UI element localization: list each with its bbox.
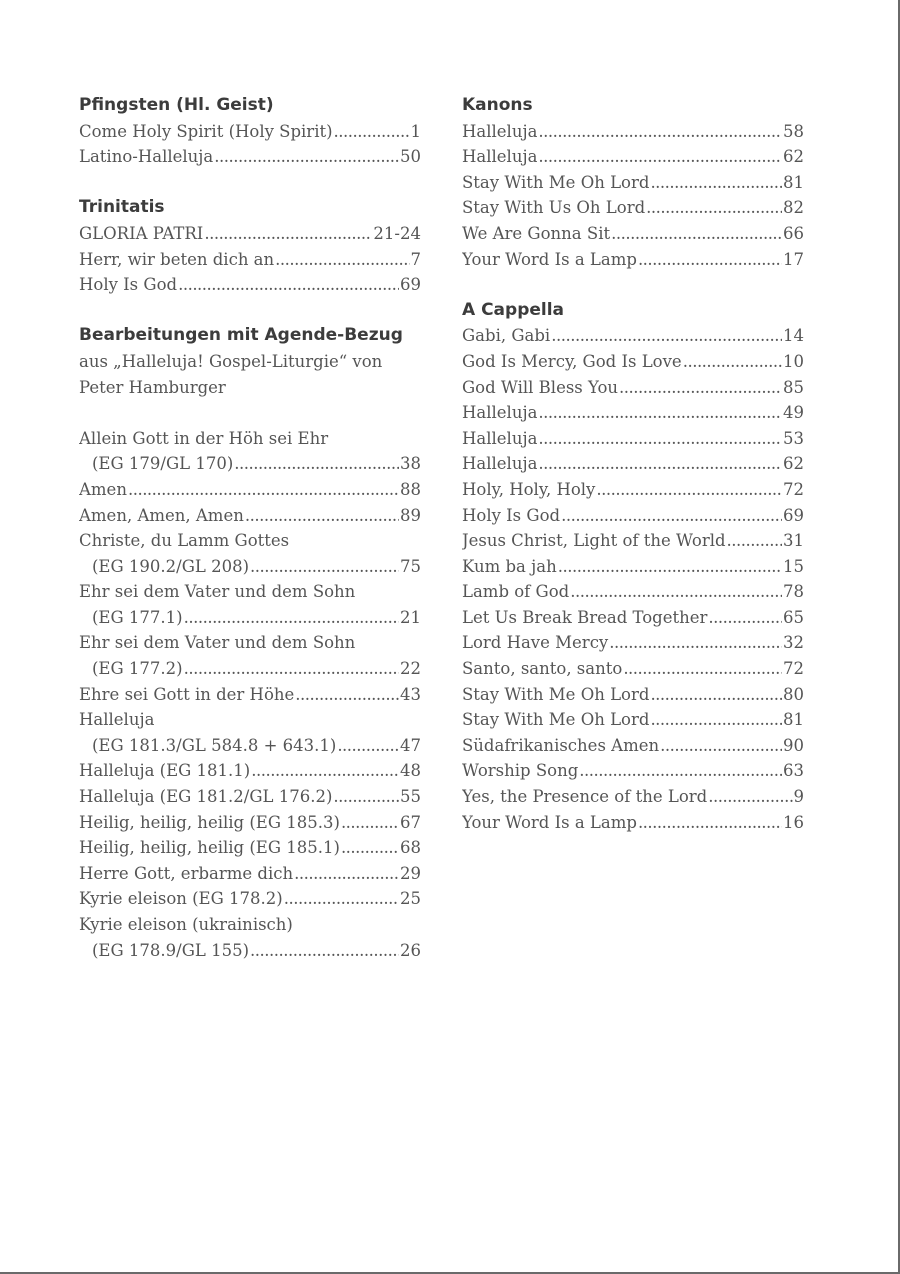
entry-title: Stay With Me Oh Lord xyxy=(462,172,650,192)
section-pfingsten xyxy=(79,93,421,170)
toc-entry xyxy=(79,119,421,145)
dot-leader xyxy=(178,272,399,298)
entry-title: Amen xyxy=(79,479,127,499)
toc-entry xyxy=(462,323,804,349)
entry-title: Amen, Amen, Amen xyxy=(79,505,244,525)
entry-title: Südafrikanisches Amen xyxy=(462,735,660,755)
toc-entry xyxy=(462,477,804,503)
dot-leader xyxy=(650,170,782,196)
page-number: 29 xyxy=(400,863,421,883)
page-number: 47 xyxy=(400,735,421,755)
dot-leader xyxy=(295,682,399,708)
page-number: 17 xyxy=(783,249,804,269)
entry-title: (EG 181.3/GL 584.8 + 643.1) xyxy=(92,735,337,755)
section-heading: Trinitatis xyxy=(79,197,165,218)
dot-leader xyxy=(650,707,782,733)
entry-title: Halleluja xyxy=(462,121,538,141)
toc-entry xyxy=(79,451,421,477)
dot-leader xyxy=(558,554,782,580)
entry-title: God Will Bless You xyxy=(462,377,619,397)
toc-entry xyxy=(462,758,804,784)
page-number: 81 xyxy=(783,172,804,192)
dot-leader xyxy=(579,758,782,784)
entry-title: Herre Gott, erbarme dich xyxy=(79,863,294,883)
entry-title-line: Halleluja xyxy=(79,710,155,730)
entry-title: (EG 177.1) xyxy=(92,607,183,627)
page-number: 15 xyxy=(783,556,804,576)
dot-leader xyxy=(538,119,782,145)
toc-entry xyxy=(462,400,804,426)
page-number: 72 xyxy=(783,479,804,499)
entry-title: Herr, wir beten dich an xyxy=(79,249,275,269)
toc-entry xyxy=(462,375,804,401)
dot-leader xyxy=(204,221,372,247)
dot-leader xyxy=(128,477,399,503)
toc-entry xyxy=(462,119,804,145)
page-number: 72 xyxy=(783,659,804,679)
page-number: 90 xyxy=(783,735,804,755)
toc-entry xyxy=(462,144,804,170)
toc-entry xyxy=(79,886,421,912)
page-number: 38 xyxy=(400,454,421,474)
page-number: 63 xyxy=(783,761,804,781)
page-number: 85 xyxy=(783,377,804,397)
toc-entry xyxy=(79,861,421,887)
page-number: 1 xyxy=(410,121,421,141)
toc-entry xyxy=(462,426,804,452)
page-number: 80 xyxy=(783,684,804,704)
dot-leader xyxy=(245,503,399,529)
dot-leader xyxy=(538,144,782,170)
page-number: 62 xyxy=(783,454,804,474)
toc-entry xyxy=(79,272,421,298)
dot-leader xyxy=(538,426,782,452)
entry-title: (EG 177.2) xyxy=(92,659,183,679)
page-number: 66 xyxy=(783,223,804,243)
entry-title: Latino-Halleluja xyxy=(79,147,214,167)
toc-entry xyxy=(462,528,804,554)
dot-leader xyxy=(596,477,782,503)
toc-entry xyxy=(79,733,421,759)
dot-leader xyxy=(623,656,782,682)
dot-leader xyxy=(646,195,782,221)
entry-title: Lord Have Mercy xyxy=(462,633,609,653)
dot-leader xyxy=(619,375,782,401)
entry-title: Come Holy Spirit (Holy Spirit) xyxy=(79,121,333,141)
entry-title: We Are Gonna Sit xyxy=(462,223,611,243)
left-column xyxy=(79,93,421,989)
page-number: 65 xyxy=(783,607,804,627)
section-heading: Kanons xyxy=(462,95,533,115)
section-heading: A Cappella xyxy=(462,299,565,320)
dot-leader xyxy=(184,605,399,631)
dot-leader xyxy=(184,656,399,682)
page-number: 7 xyxy=(410,249,421,269)
entry-title: Lamb of God xyxy=(462,582,570,602)
dot-leader xyxy=(234,451,399,477)
page-number: 50 xyxy=(400,147,421,167)
page-number: 43 xyxy=(400,684,421,704)
entry-title: Yes, the Presence of the Lord xyxy=(462,787,708,807)
page-number: 67 xyxy=(400,812,421,832)
toc-entry xyxy=(462,579,804,605)
page-number: 21-24 xyxy=(373,223,421,243)
entry-title: Santo, santo, santo xyxy=(462,659,623,679)
dot-leader xyxy=(561,503,782,529)
entry-title: Halleluja (EG 181.2/GL 176.2) xyxy=(79,787,333,807)
dot-leader xyxy=(708,784,792,810)
dot-leader xyxy=(551,323,782,349)
entry-title: Jesus Christ, Light of the World xyxy=(462,531,726,551)
dot-leader xyxy=(727,528,782,554)
entry-title: Halleluja xyxy=(462,147,538,167)
entry-title: GLORIA PATRI xyxy=(79,223,204,243)
entry-title-line: Kyrie eleison (ukrainisch) xyxy=(79,915,293,934)
page-number: 75 xyxy=(400,556,421,576)
dot-leader xyxy=(708,605,782,631)
dot-leader xyxy=(638,810,782,836)
toc-entry xyxy=(79,503,421,529)
section-intro: aus „Halleluja! Gospel-Liturgie“ von xyxy=(79,351,383,371)
page-number: 21 xyxy=(400,607,421,627)
toc-entry xyxy=(79,247,421,273)
toc-entry xyxy=(462,195,804,221)
toc-entry xyxy=(462,682,804,708)
entry-title: Gabi, Gabi xyxy=(462,326,551,346)
dot-leader xyxy=(660,733,782,759)
dot-leader xyxy=(250,938,399,964)
dot-leader xyxy=(334,119,410,145)
toc-entry xyxy=(79,554,421,580)
toc-entry xyxy=(79,758,421,784)
toc-entry xyxy=(462,349,804,375)
dot-leader xyxy=(294,861,399,887)
entry-title: Holy, Holy, Holy xyxy=(462,479,596,499)
right-column xyxy=(462,93,804,861)
toc-entry xyxy=(462,707,804,733)
page-number: 9 xyxy=(793,787,804,807)
page-number: 62 xyxy=(783,147,804,167)
entry-title: Halleluja xyxy=(462,403,538,423)
page-number: 82 xyxy=(783,198,804,218)
entry-title-line: Ehr sei dem Vater und dem Sohn xyxy=(79,582,356,602)
dot-leader xyxy=(337,733,399,759)
section-intro: Peter Hamburger xyxy=(79,377,226,397)
section-agende xyxy=(79,323,421,963)
entry-title: Worship Song xyxy=(462,761,579,781)
entry-title: Stay With Me Oh Lord xyxy=(462,684,650,704)
entry-title: Stay With Us Oh Lord xyxy=(462,198,646,218)
toc-entry xyxy=(462,733,804,759)
page-number: 89 xyxy=(400,505,421,525)
toc-entry xyxy=(462,810,804,836)
entry-title: Stay With Me Oh Lord xyxy=(462,710,650,730)
dot-leader xyxy=(638,247,782,273)
page-number: 68 xyxy=(400,838,421,858)
dot-leader xyxy=(683,349,782,375)
spacer xyxy=(79,400,421,426)
toc-entry xyxy=(462,451,804,477)
entry-title: Let Us Break Bread Together xyxy=(462,607,708,627)
page-number: 55 xyxy=(400,787,421,807)
toc-entry xyxy=(462,221,804,247)
page-number: 49 xyxy=(783,403,804,423)
dot-leader xyxy=(284,886,399,912)
page-number: 53 xyxy=(783,428,804,448)
entry-title: Your Word Is a Lamp xyxy=(462,812,637,832)
dot-leader xyxy=(250,554,399,580)
toc-entry xyxy=(79,784,421,810)
dot-leader xyxy=(214,144,399,170)
toc-entry xyxy=(462,503,804,529)
entry-title: Kum ba jah xyxy=(462,556,557,576)
page-number: 78 xyxy=(783,582,804,602)
toc-entry xyxy=(462,605,804,631)
page-number: 14 xyxy=(783,326,804,346)
page-number: 10 xyxy=(783,351,804,371)
page-number: 88 xyxy=(400,479,421,499)
dot-leader xyxy=(538,400,782,426)
page-number: 58 xyxy=(783,121,804,141)
toc-entry xyxy=(462,784,804,810)
toc-entry xyxy=(79,938,421,964)
section-a-cappella xyxy=(462,298,804,835)
entry-title: God Is Mercy, God Is Love xyxy=(462,351,682,371)
entry-title: Halleluja xyxy=(462,454,538,474)
page-number: 16 xyxy=(783,812,804,832)
entry-title-line: Ehr sei dem Vater und dem Sohn xyxy=(79,633,356,653)
toc-entry xyxy=(462,630,804,656)
entry-title-line: Allein Gott in der Höh sei Ehr xyxy=(79,428,329,448)
dot-leader xyxy=(609,630,782,656)
entry-title: (EG 178.9/GL 155) xyxy=(92,940,250,960)
dot-leader xyxy=(333,784,399,810)
section-trinitatis xyxy=(79,195,421,297)
toc-entry xyxy=(79,656,421,682)
dot-leader xyxy=(341,835,399,861)
entry-title: Ehre sei Gott in der Höhe xyxy=(79,684,295,704)
section-kanons xyxy=(462,93,804,272)
entry-title: Holy Is God xyxy=(462,505,561,525)
page-number: 69 xyxy=(400,275,421,295)
toc-entry xyxy=(462,656,804,682)
page-number: 81 xyxy=(783,710,804,730)
toc-entry xyxy=(462,170,804,196)
entry-title: Kyrie eleison (EG 178.2) xyxy=(79,889,283,909)
toc-entry xyxy=(79,605,421,631)
entry-title: Halleluja xyxy=(462,428,538,448)
page-number: 26 xyxy=(400,940,421,960)
dot-leader xyxy=(570,579,782,605)
entry-title-line: Christe, du Lamm Gottes xyxy=(79,531,290,551)
entry-title: Your Word Is a Lamp xyxy=(462,249,637,269)
toc-entry xyxy=(79,221,421,247)
entry-title: Heilig, heilig, heilig (EG 185.3) xyxy=(79,812,340,832)
entry-title: (EG 190.2/GL 208) xyxy=(92,556,250,576)
entry-title: (EG 179/GL 170) xyxy=(92,454,234,474)
page-number: 69 xyxy=(783,505,804,525)
dot-leader xyxy=(251,758,399,784)
dot-leader xyxy=(538,451,782,477)
toc-entry xyxy=(79,477,421,503)
dot-leader xyxy=(341,810,399,836)
dot-leader xyxy=(650,682,782,708)
dot-leader xyxy=(275,247,409,273)
toc-entry xyxy=(79,810,421,836)
toc-entry xyxy=(79,835,421,861)
toc-entry xyxy=(462,554,804,580)
dot-leader xyxy=(611,221,782,247)
page-number: 48 xyxy=(400,761,421,781)
page-number: 22 xyxy=(400,659,421,679)
toc-entry xyxy=(462,247,804,273)
page-number: 32 xyxy=(783,633,804,653)
page-number: 31 xyxy=(783,531,804,551)
toc-entry xyxy=(79,682,421,708)
page-number: 25 xyxy=(400,889,421,909)
entry-title: Holy Is God xyxy=(79,275,178,295)
toc-entry xyxy=(79,144,421,170)
section-heading: Bearbeitungen mit Agende-Bezug xyxy=(79,325,403,346)
section-heading: Pfingsten (Hl. Geist) xyxy=(79,95,274,115)
entry-title: Heilig, heilig, heilig (EG 185.1) xyxy=(79,838,340,858)
entry-title: Halleluja (EG 181.1) xyxy=(79,761,251,781)
